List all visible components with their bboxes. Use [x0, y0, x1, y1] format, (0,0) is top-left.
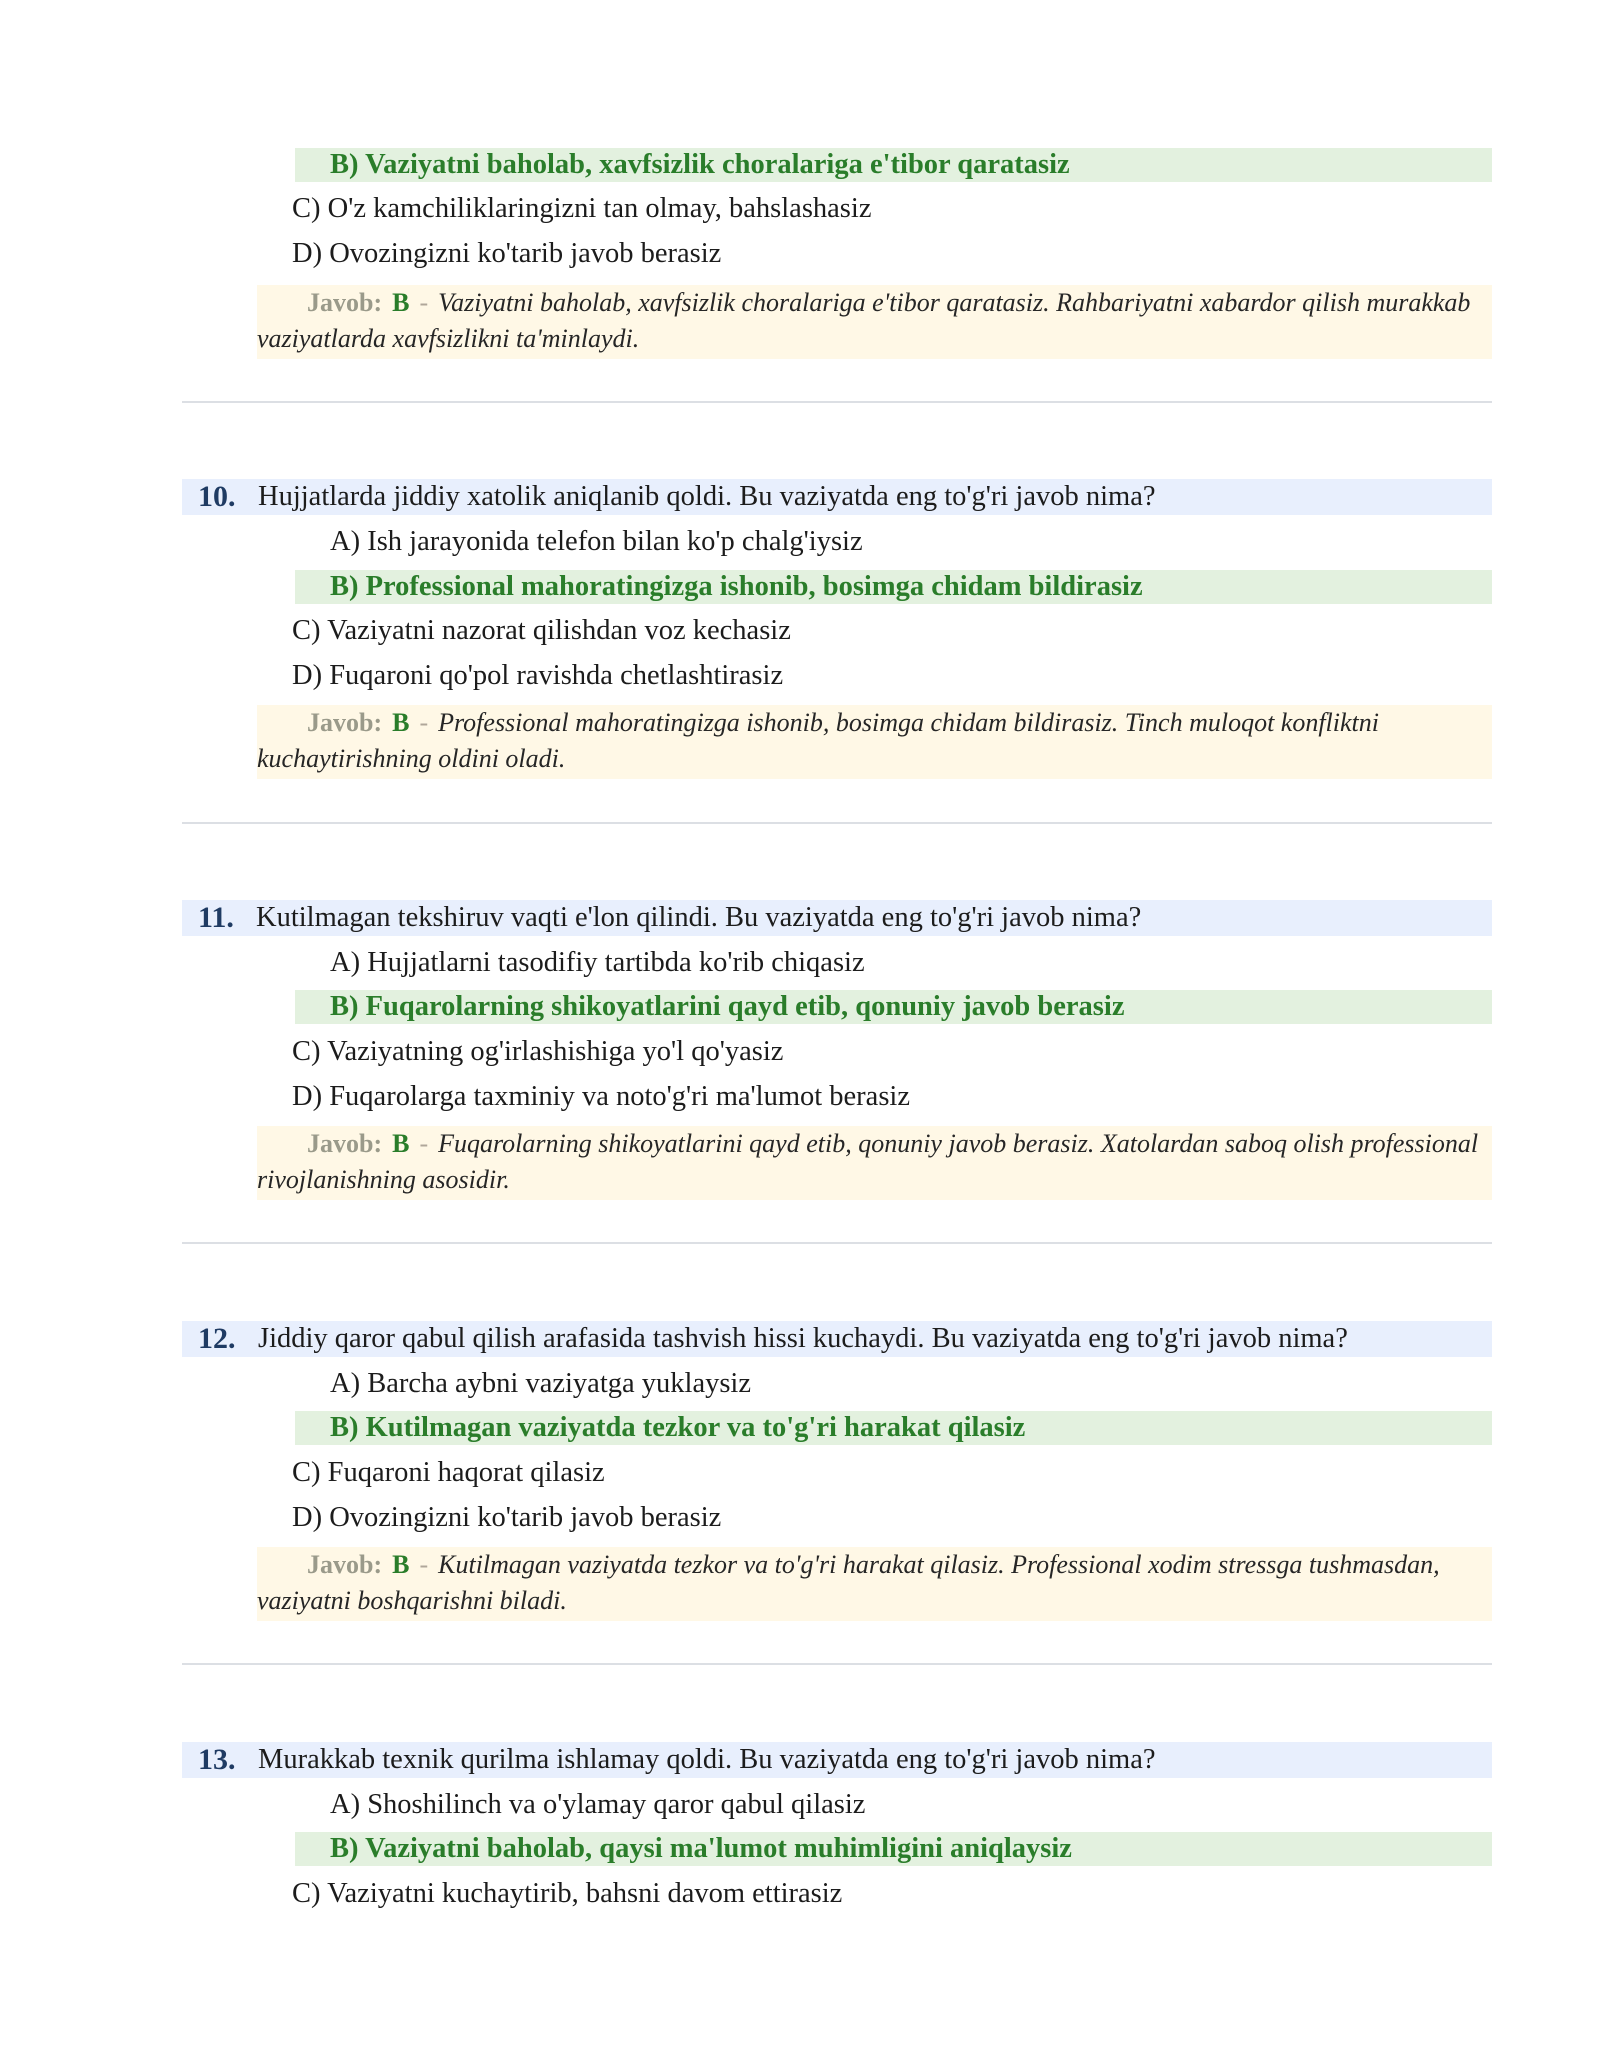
question-text: Kutilmagan tekshiruv vaqti e'lon qilindi. Bu vaziyatda eng to'g'ri javob nima? — [256, 902, 1142, 933]
option-b-correct: B) Vaziyatni baholab, qaysi ma'lumot muhimligini aniqlaysiz — [330, 1833, 1072, 1864]
answer-explanation — [257, 1126, 1482, 1198]
option-c: C) Vaziyatning og'irlashishiga yo'l qo'yasiz — [292, 1036, 784, 1067]
answer-label: Javob: — [307, 708, 383, 737]
answer-explanation — [257, 285, 1482, 357]
answer-dash: - — [419, 288, 429, 317]
answer-letter: B — [392, 708, 410, 737]
option-a: A) Ish jarayonida telefon bilan ko'p chalg'iysiz — [330, 526, 863, 557]
option-a: A) Barcha aybni vaziyatga yuklaysiz — [330, 1368, 752, 1399]
section-divider — [182, 401, 1492, 403]
answer-text: Kutilmagan vaziyatda tezkor va to'g'ri harakat qilasiz. Professional xodim stressga tushmasdan, vaziyatni boshqarishni biladi. — [257, 1550, 1440, 1615]
answer-explanation — [257, 1547, 1482, 1619]
answer-text: Fuqarolarning shikoyatlarini qayd etib, qonuniy javob berasiz. Xatolardan saboq olish professional rivojlanishning asosidir. — [257, 1129, 1479, 1194]
answer-letter: B — [392, 288, 410, 317]
option-d: D) Fuqarolarga taxminiy va noto'g'ri ma'lumot berasiz — [292, 1081, 910, 1112]
question-number: 11. — [198, 901, 234, 934]
question-number: 12. — [198, 1322, 236, 1355]
answer-dash: - — [419, 708, 429, 737]
answer-label: Javob: — [307, 288, 383, 317]
answer-dash: - — [419, 1129, 429, 1158]
option-a: A) Hujjatlarni tasodifiy tartibda ko'rib chiqasiz — [330, 947, 865, 978]
option-b-correct: B) Kutilmagan vaziyatda tezkor va to'g'ri harakat qilasiz — [330, 1412, 1026, 1443]
answer-dash: - — [419, 1550, 429, 1579]
section-divider — [182, 822, 1492, 824]
question-number: 13. — [198, 1743, 236, 1776]
option-c: C) Vaziyatni nazorat qilishdan voz kechasiz — [292, 615, 791, 646]
answer-explanation — [257, 705, 1482, 777]
option-a: A) Shoshilinch va o'ylamay qaror qabul qilasiz — [330, 1789, 866, 1820]
question-number: 10. — [198, 480, 236, 513]
answer-text: Vaziyatni baholab, xavfsizlik choralariga e'tibor qaratasiz. Rahbariyatni xabardor qilish murakkab vaziyatlarda xavfsizlikni ta'minlaydi. — [257, 288, 1471, 353]
question-text: Jiddiy qaror qabul qilish arafasida tashvish hissi kuchaydi. Bu vaziyatda eng to'g'ri javob nima? — [258, 1323, 1348, 1354]
option-b-correct: B) Vaziyatni baholab, xavfsizlik choralariga e'tibor qaratasiz — [330, 149, 1070, 180]
section-divider — [182, 1663, 1492, 1665]
answer-label: Javob: — [307, 1129, 383, 1158]
answer-text: Professional mahoratingizga ishonib, bosimga chidam bildirasiz. Tinch muloqot konfliktni kuchaytirishning oldini oladi. — [257, 708, 1379, 773]
option-b-correct: B) Fuqarolarning shikoyatlarini qayd etib, qonuniy javob berasiz — [330, 991, 1125, 1022]
option-c: C) Fuqaroni haqorat qilasiz — [292, 1457, 605, 1488]
answer-letter: B — [392, 1129, 410, 1158]
question-text: Murakkab texnik qurilma ishlamay qoldi. Bu vaziyatda eng to'g'ri javob nima? — [258, 1744, 1156, 1775]
option-d: D) Ovozingizni ko'tarib javob berasiz — [292, 238, 722, 269]
option-b-correct: B) Professional mahoratingizga ishonib, bosimga chidam bildirasiz — [330, 571, 1143, 602]
question-text: Hujjatlarda jiddiy xatolik aniqlanib qoldi. Bu vaziyatda eng to'g'ri javob nima? — [258, 481, 1156, 512]
option-c: C) O'z kamchiliklaringizni tan olmay, bahslashasiz — [292, 193, 872, 224]
answer-label: Javob: — [307, 1550, 383, 1579]
option-d: D) Ovozingizni ko'tarib javob berasiz — [292, 1502, 722, 1533]
section-divider — [182, 1242, 1492, 1244]
option-c: C) Vaziyatni kuchaytirib, bahsni davom ettirasiz — [292, 1878, 843, 1909]
option-d: D) Fuqaroni qo'pol ravishda chetlashtirasiz — [292, 660, 784, 691]
answer-letter: B — [392, 1550, 410, 1579]
